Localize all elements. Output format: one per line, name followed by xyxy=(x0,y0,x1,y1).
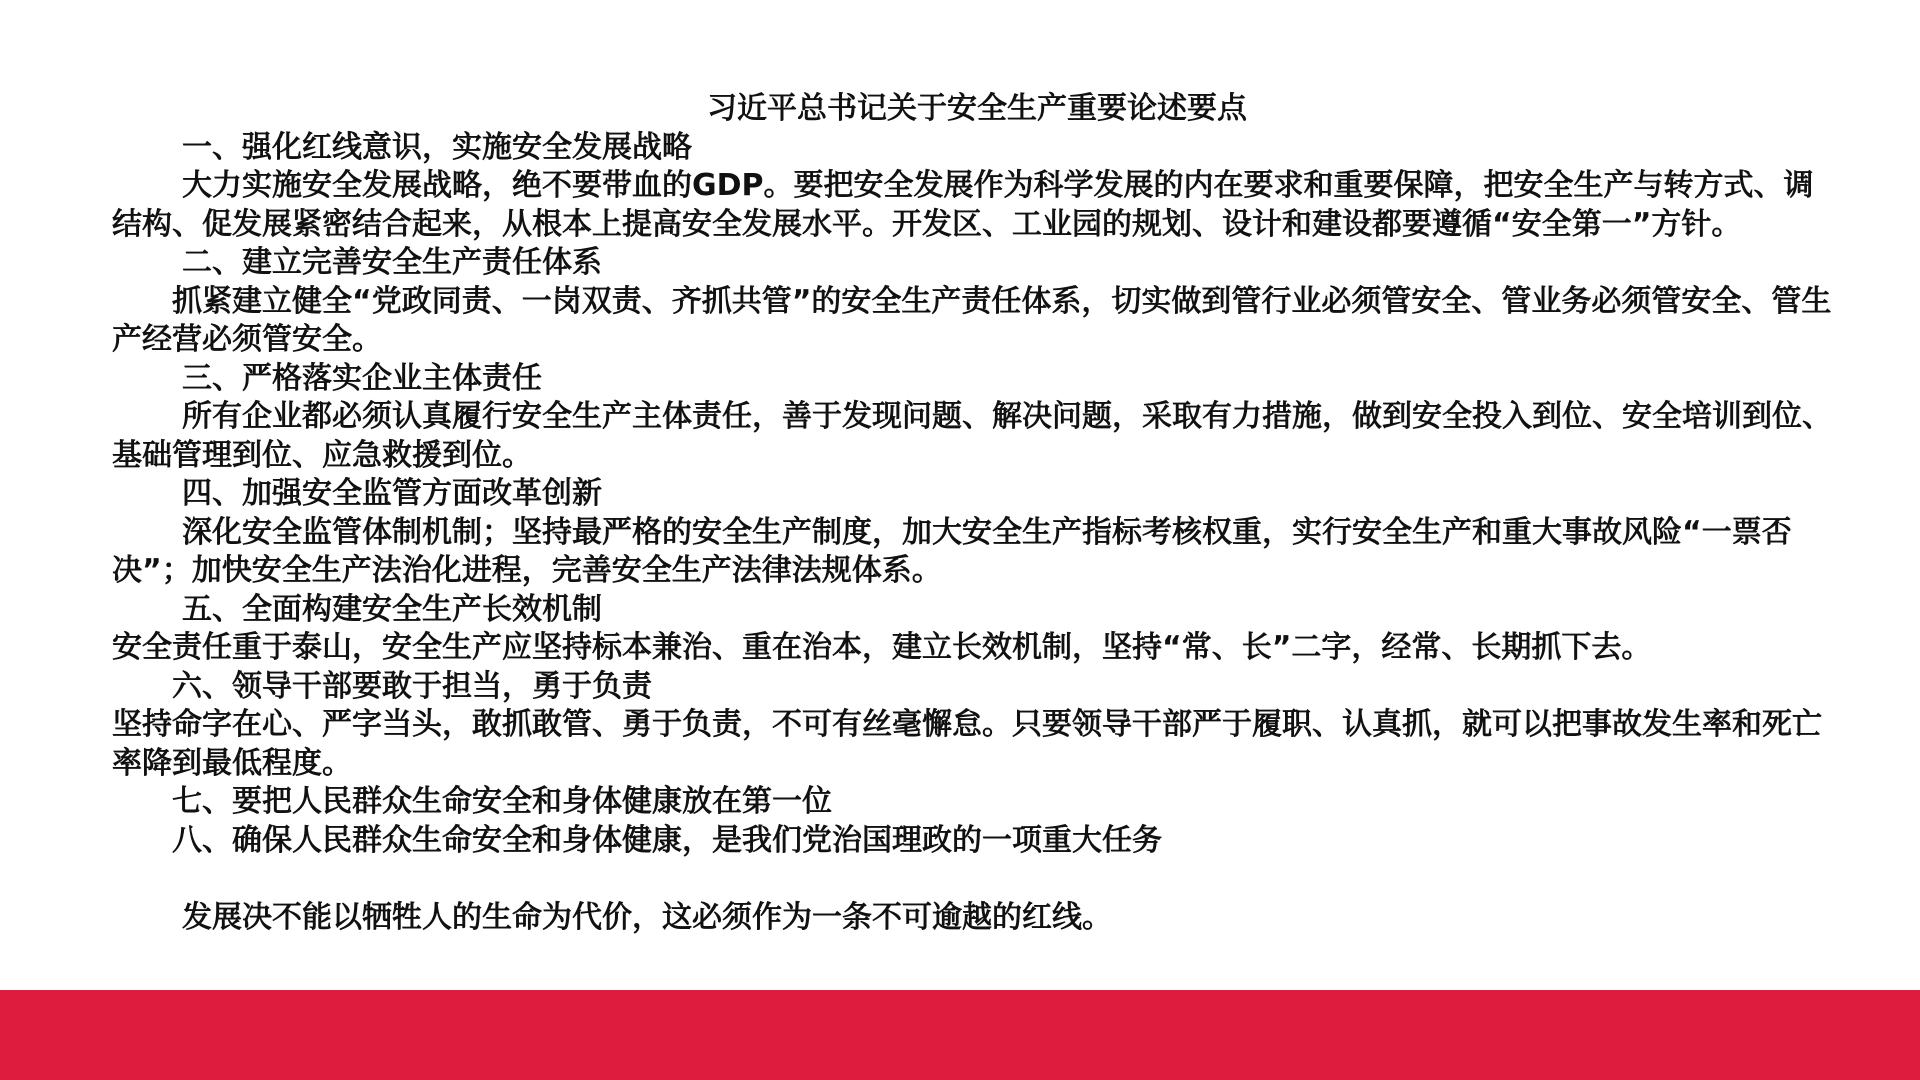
section-heading-4: 四、加强安全监管方面改革创新 xyxy=(182,476,602,511)
section-body-1: 大力实施安全发展战略，绝不要带血的GDP。要把安全发展作为科学发展的内在要求和重要保障，把安全生产与转方式、调结构、促发展紧密结合起来，从根本上提高安全发展水平。开发区、工业园的规划、设计和建设都要遵循“安全第一”方针。 xyxy=(112,168,1814,242)
footer-bar xyxy=(0,990,1920,1080)
section-heading-2: 二、建立完善安全生产责任体系 xyxy=(182,245,602,280)
section-heading-1: 一、强化红线意识，实施安全发展战略 xyxy=(182,129,692,165)
section-heading-3: 三、严格落实企业主体责任 xyxy=(182,360,542,396)
section-body-4: 深化安全监管体制机制；坚持最严格的安全生产制度，加大安全生产指标考核权重，实行安全生产和重大事故风险“一票否决”；加快安全生产法治化进程，完善安全生产法律法规体系。 xyxy=(112,514,1792,588)
section-body-6: 坚持命字在心、严字当头，敢抓敢管、勇于负责，不可有丝毫懈怠。只要领导干部严于履职、认真抓，就可以把事故发生率和死亡率降到最低程度。 xyxy=(112,707,1822,781)
spacer xyxy=(112,860,1832,899)
section-heading-5: 五、全面构建安全生产长效机制 xyxy=(182,591,602,627)
section-body-2: 抓紧建立健全“党政同责、一岗双责、齐抓共管”的安全生产责任体系，切实做到管行业必须管安全、管业务必须管安全、管生产经营必须管安全。 xyxy=(112,283,1832,357)
section-body-3: 所有企业都必须认真履行安全生产主体责任，善于发现问题、解决问题，采取有力措施，做到安全投入到位、安全培训到位、基础管理到位、应急救援到位。 xyxy=(112,399,1832,473)
document-body xyxy=(112,90,1832,937)
section-heading-7: 七、要把人民群众生命安全和身体健康放在第一位 xyxy=(172,784,832,819)
section-body-5: 安全责任重于泰山，安全生产应坚持标本兼治、重在治本，建立长效机制，坚持“常、长”二字，经常、长期抓下去。 xyxy=(112,630,1652,665)
closing-statement: 发展决不能以牺牲人的生命为代价，这必须作为一条不可逾越的红线。 xyxy=(182,899,1112,935)
section-heading-8: 八、确保人民群众生命安全和身体健康，是我们党治国理政的一项重大任务 xyxy=(172,822,1162,858)
document-title: 习近平总书记关于安全生产重要论述要点 xyxy=(707,91,1247,126)
section-heading-6: 六、领导干部要敢于担当，勇于负责 xyxy=(172,668,652,704)
